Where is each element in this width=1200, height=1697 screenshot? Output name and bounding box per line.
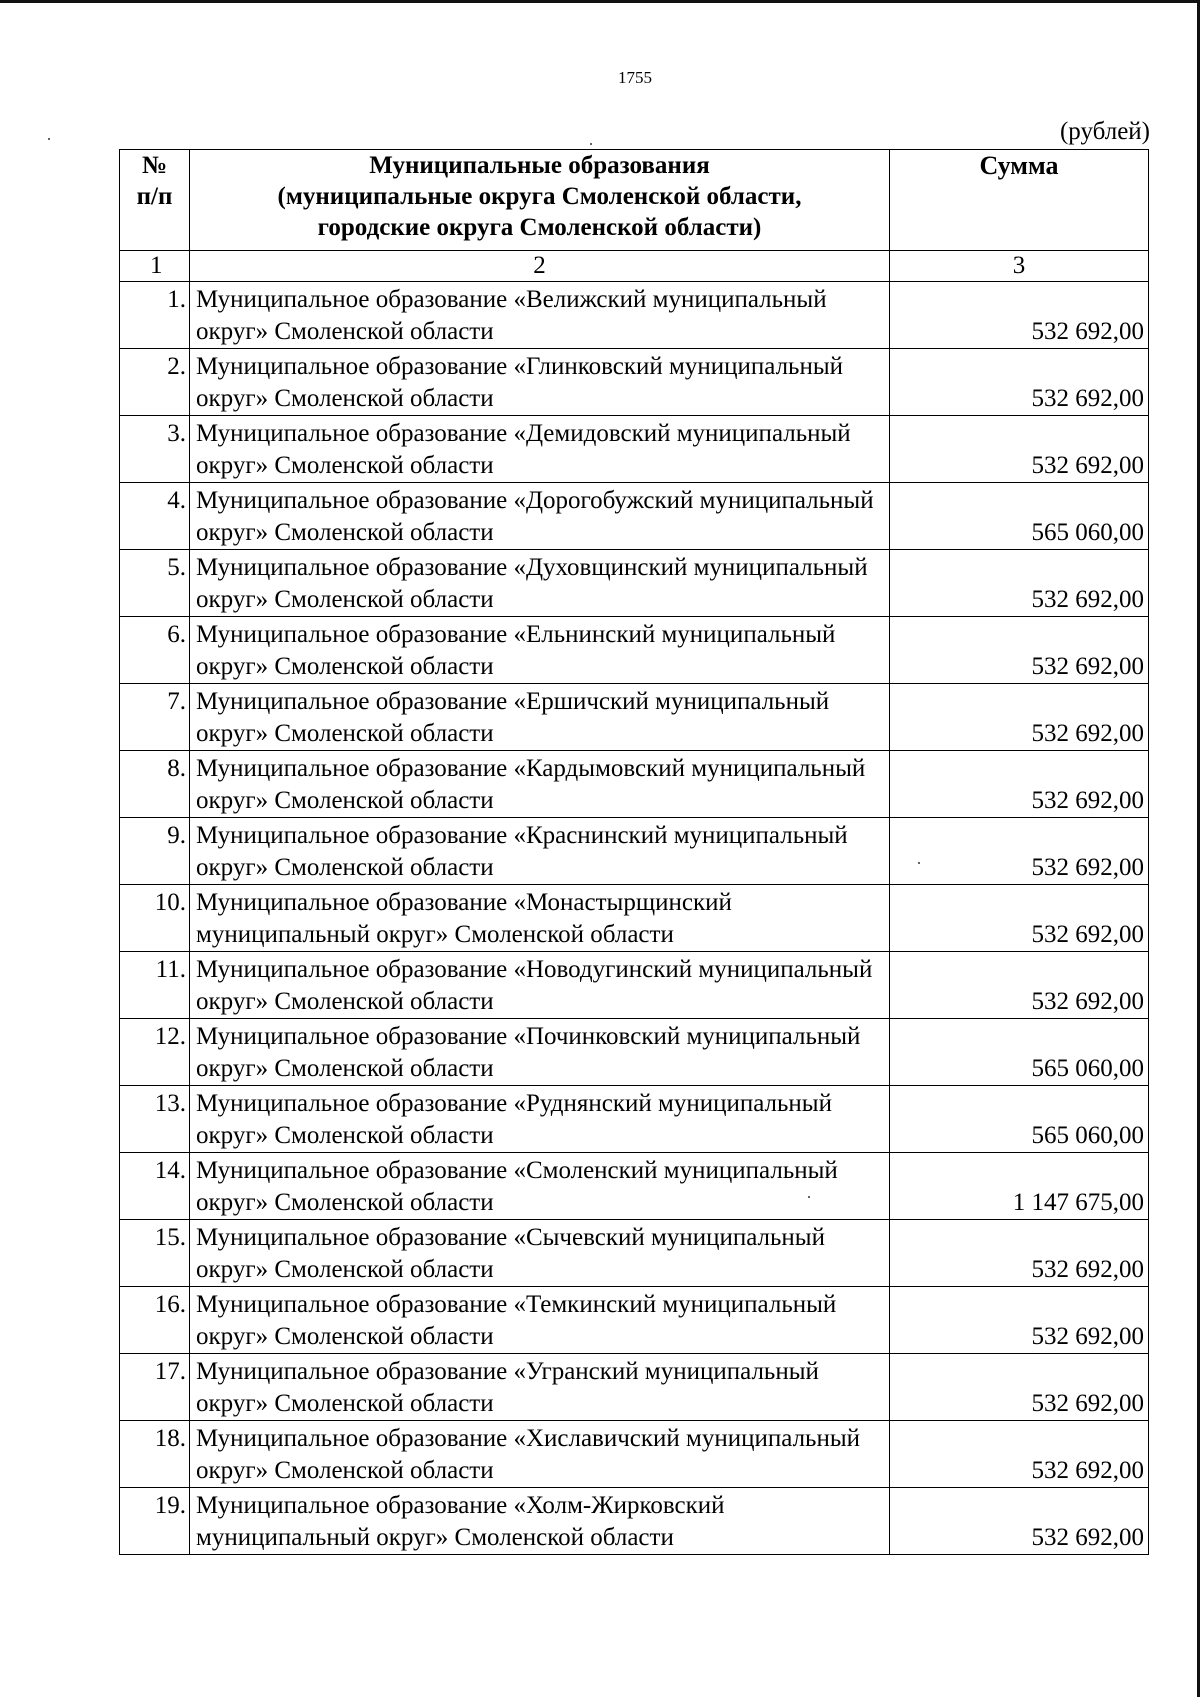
sum-amount: 532 692,00 bbox=[890, 684, 1149, 751]
table-row bbox=[120, 1354, 1149, 1421]
sum-amount: 532 692,00 bbox=[890, 885, 1149, 952]
municipality-name: Муниципальное образование «Глинковский муниципальный округ» Смоленской области bbox=[190, 349, 890, 416]
sum-amount: 1 147 675,00 bbox=[890, 1153, 1149, 1220]
sum-amount: 532 692,00 bbox=[890, 282, 1149, 349]
table-row bbox=[120, 1153, 1149, 1220]
municipality-name: Муниципальное образование «Демидовский муниципальный округ» Смоленской области bbox=[190, 416, 890, 483]
table-row bbox=[120, 1421, 1149, 1488]
table-header-row bbox=[120, 150, 1149, 251]
municipality-name: Муниципальное образование «Велижский муниципальный округ» Смоленской области bbox=[190, 282, 890, 349]
municipality-name: Муниципальное образование «Духовщинский муниципальный округ» Смоленской области bbox=[190, 550, 890, 617]
sum-amount: 532 692,00 bbox=[890, 751, 1149, 818]
sum-amount: 565 060,00 bbox=[890, 1086, 1149, 1153]
sum-amount: 532 692,00 bbox=[890, 349, 1149, 416]
table-row bbox=[120, 1019, 1149, 1086]
sum-amount: 565 060,00 bbox=[890, 483, 1149, 550]
sum-amount: 532 692,00 bbox=[890, 1488, 1149, 1555]
municipality-name: Муниципальное образование «Новодугинский муниципальный округ» Смоленской области bbox=[190, 952, 890, 1019]
sum-amount: 532 692,00 bbox=[890, 1287, 1149, 1354]
header-municipalities: Муниципальные образования (муниципальные округа Смоленской области, городские округа Смоленской области) bbox=[190, 150, 890, 251]
row-number: 11. bbox=[120, 952, 190, 1019]
municipality-name: Муниципальное образование «Холм-Жирковский муниципальный округ» Смоленской области bbox=[190, 1488, 890, 1555]
table-row bbox=[120, 1086, 1149, 1153]
row-number: 19. bbox=[120, 1488, 190, 1555]
municipality-name: Муниципальное образование «Ельнинский муниципальный округ» Смоленской области bbox=[190, 617, 890, 684]
municipality-name: Муниципальное образование «Руднянский муниципальный округ» Смоленской области bbox=[190, 1086, 890, 1153]
table-row bbox=[120, 1287, 1149, 1354]
sum-amount: 565 060,00 bbox=[890, 1019, 1149, 1086]
municipality-name: Муниципальное образование «Ершичский муниципальный округ» Смоленской области bbox=[190, 684, 890, 751]
row-number: 6. bbox=[120, 617, 190, 684]
unit-note: (рублей) bbox=[1059, 118, 1150, 145]
column-number-row bbox=[120, 251, 1149, 282]
row-number: 7. bbox=[120, 684, 190, 751]
scan-speck bbox=[48, 138, 50, 140]
sum-amount: 532 692,00 bbox=[890, 617, 1149, 684]
municipality-name: Муниципальное образование «Темкинский муниципальный округ» Смоленской области bbox=[190, 1287, 890, 1354]
scan-speck bbox=[590, 143, 592, 145]
table-row bbox=[120, 349, 1149, 416]
table-row bbox=[120, 282, 1149, 349]
row-number: 17. bbox=[120, 1354, 190, 1421]
row-number: 2. bbox=[120, 349, 190, 416]
header-number: № п/п bbox=[120, 150, 190, 251]
table-row bbox=[120, 818, 1149, 885]
municipality-name: Муниципальное образование «Кардымовский муниципальный округ» Смоленской области bbox=[190, 751, 890, 818]
sum-amount: 532 692,00 bbox=[890, 416, 1149, 483]
column-number-1: 1 bbox=[120, 251, 190, 282]
row-number: 13. bbox=[120, 1086, 190, 1153]
table-row bbox=[120, 684, 1149, 751]
column-number-3: 3 bbox=[890, 251, 1149, 282]
municipality-name: Муниципальное образование «Краснинский муниципальный округ» Смоленской области bbox=[190, 818, 890, 885]
row-number: 4. bbox=[120, 483, 190, 550]
table-row bbox=[120, 550, 1149, 617]
row-number: 18. bbox=[120, 1421, 190, 1488]
table-row bbox=[120, 1488, 1149, 1555]
table-row bbox=[120, 885, 1149, 952]
page-number: 1755 bbox=[618, 68, 652, 87]
table-row bbox=[120, 751, 1149, 818]
allocation-table bbox=[119, 149, 1149, 1555]
sum-amount: 532 692,00 bbox=[890, 952, 1149, 1019]
municipality-name: Муниципальное образование «Сычевский муниципальный округ» Смоленской области bbox=[190, 1220, 890, 1287]
sum-amount: 532 692,00 bbox=[890, 1220, 1149, 1287]
row-number: 10. bbox=[120, 885, 190, 952]
table-row bbox=[120, 416, 1149, 483]
row-number: 15. bbox=[120, 1220, 190, 1287]
row-number: 5. bbox=[120, 550, 190, 617]
row-number: 3. bbox=[120, 416, 190, 483]
sum-amount: 532 692,00 bbox=[890, 550, 1149, 617]
table-row bbox=[120, 1220, 1149, 1287]
municipality-name: Муниципальное образование «Смоленский муниципальный округ» Смоленской области bbox=[190, 1153, 890, 1220]
table-row bbox=[120, 617, 1149, 684]
row-number: 16. bbox=[120, 1287, 190, 1354]
table-row bbox=[120, 952, 1149, 1019]
municipality-name: Муниципальное образование «Монастырщинский муниципальный округ» Смоленской области bbox=[190, 885, 890, 952]
municipality-name: Муниципальное образование «Починковский муниципальный округ» Смоленской области bbox=[190, 1019, 890, 1086]
header-sum: Сумма bbox=[890, 150, 1149, 251]
row-number: 14. bbox=[120, 1153, 190, 1220]
column-number-2: 2 bbox=[190, 251, 890, 282]
table-body bbox=[120, 282, 1149, 1555]
table-row bbox=[120, 483, 1149, 550]
municipality-name: Муниципальное образование «Дорогобужский муниципальный округ» Смоленской области bbox=[190, 483, 890, 550]
row-number: 12. bbox=[120, 1019, 190, 1086]
sum-amount: 532 692,00 bbox=[890, 1421, 1149, 1488]
row-number: 8. bbox=[120, 751, 190, 818]
row-number: 9. bbox=[120, 818, 190, 885]
sum-amount: 532 692,00 bbox=[890, 818, 1149, 885]
municipality-name: Муниципальное образование «Хиславичский муниципальный округ» Смоленской области bbox=[190, 1421, 890, 1488]
row-number: 1. bbox=[120, 282, 190, 349]
sum-amount: 532 692,00 bbox=[890, 1354, 1149, 1421]
municipality-name: Муниципальное образование «Угранский муниципальный округ» Смоленской области bbox=[190, 1354, 890, 1421]
scan-edge-top bbox=[0, 0, 1200, 3]
